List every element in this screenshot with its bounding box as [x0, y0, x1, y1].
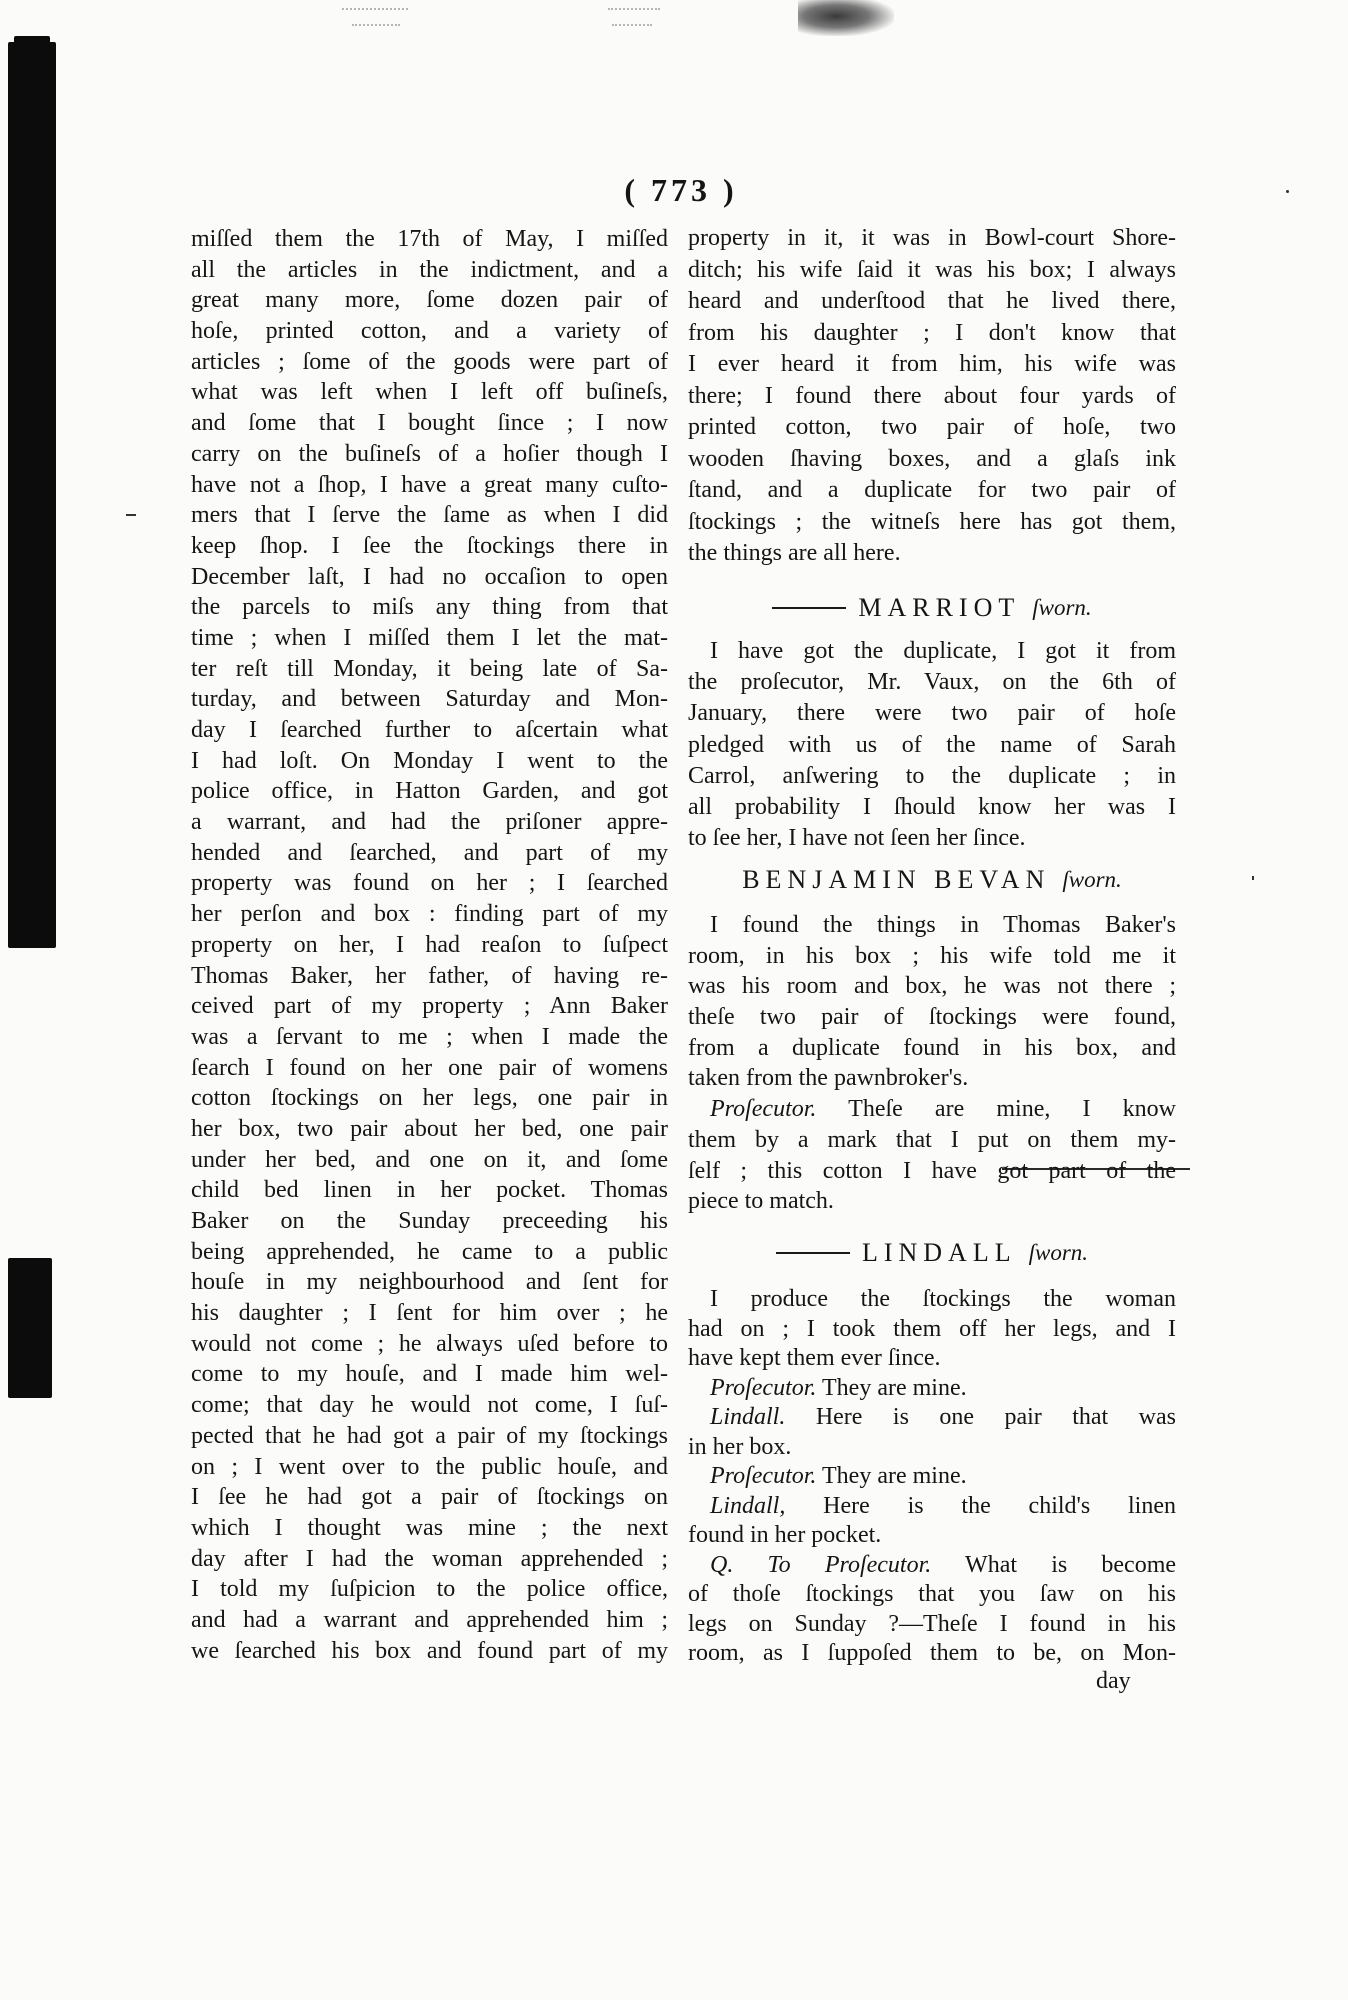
text-line: carry on the buſineſs of a hoſier though I	[191, 440, 668, 467]
text-line: I have got the duplicate, I got it from	[710, 638, 1176, 664]
text-line: heard and underſtood that he lived there,	[688, 288, 1176, 314]
text-line: day I ſearched further to aſcertain what	[191, 717, 668, 743]
witness-name: BENJAMIN BEVAN	[742, 865, 1051, 894]
text-line: on ; I went over to the public houſe, and	[191, 1453, 668, 1480]
text-line: keep ſhop. I ſee the ſtockings there in	[191, 532, 668, 559]
text-line: all probability I ſhould know her was I	[688, 793, 1176, 820]
text-line: hended and ſearched, and part of my	[191, 839, 668, 866]
speck	[1286, 190, 1289, 193]
text-line: and ſome that I bought ſince ; I now	[191, 410, 668, 437]
testimony-lindall	[688, 1285, 1176, 1669]
text-line	[688, 1492, 1176, 1522]
text-line: great many more, ſome dozen pair of	[191, 287, 668, 314]
speck	[1252, 876, 1254, 880]
text-line: mers that I ſerve the ſame as when I did	[191, 502, 668, 529]
question-marker: Q.	[710, 1551, 734, 1578]
text-line: what was left when I left off buſineſs,	[191, 379, 668, 406]
text-line: Carrol, anſwering to the duplicate ; in	[688, 762, 1176, 789]
sworn-label: ſworn.	[1028, 1240, 1089, 1265]
text-line: being apprehended, he came to a public	[191, 1238, 668, 1265]
speaker-label: Lindall.	[710, 1404, 786, 1430]
text-line	[688, 1374, 1176, 1404]
text-line: Thomas Baker, her father, of having re-	[191, 962, 668, 989]
text-line: pected that he had got a pair of my ſtockings	[191, 1422, 668, 1449]
text-line: piece to match.	[688, 1188, 834, 1215]
testimony-bevan	[688, 910, 1176, 1217]
text-line: child bed linen in her pocket. Thomas	[191, 1177, 668, 1204]
text-line	[688, 1403, 1176, 1433]
text-line: her box, two pair about her bed, one pair	[191, 1115, 668, 1142]
text-line: property in it, it was in Bowl-court Shore-	[688, 225, 1176, 251]
dash-rule	[776, 1252, 850, 1254]
text-line: Baker on the Sunday preceeding his	[191, 1208, 668, 1234]
faint-bleed-through	[608, 8, 660, 10]
catchword: day	[1096, 1668, 1131, 1694]
scan-edge-shadow	[8, 42, 56, 948]
text-line: hoſe, printed cotton, and a variety of	[191, 318, 668, 345]
text-line: which I thought was mine ; the next	[191, 1514, 668, 1541]
text-line: we ſearched his box and found part of my	[191, 1637, 668, 1664]
text-line: ſearch I found on her one pair of womens	[191, 1054, 668, 1081]
text-line: have kept them ever ſince.	[688, 1345, 941, 1371]
line-text: Here is the child's linen	[823, 1492, 1176, 1519]
testimony-marriot	[688, 636, 1176, 854]
text-line: her perſon and box : finding part of my	[191, 901, 668, 928]
text-line: I found the things in Thomas Baker's	[710, 912, 1176, 938]
text-line: December laſt, I had no occaſion to open	[191, 563, 668, 590]
text-line: and had a warrant and apprehended him ;	[191, 1606, 668, 1633]
text-line: January, there were two pair of hoſe	[688, 700, 1176, 727]
text-line: from a duplicate found in his box, and	[688, 1034, 1176, 1061]
text-line: legs on Sunday ?—Theſe I found in his	[688, 1610, 1176, 1637]
text-line: I had loſt. On Monday I went to the	[191, 747, 668, 774]
text-line	[688, 1551, 1176, 1581]
text-line: printed cotton, two pair of hoſe, two	[688, 414, 1176, 440]
text-line: pledged with us of the name of Sarah	[688, 731, 1176, 758]
faint-bleed-through	[612, 24, 652, 26]
text-line: theſe two pair of ſtockings were found,	[688, 1004, 1176, 1031]
text-line: of thoſe ſtockings that you ſaw on his	[688, 1581, 1176, 1607]
text-line: miſſed them the 17th of May, I miſſed	[191, 226, 668, 252]
text-line: ter reſt till Monday, it being late of Sa-	[191, 655, 668, 682]
text-line: the things are all here.	[688, 540, 901, 566]
text-line: cotton ſtockings on her legs, one pair in	[191, 1085, 668, 1112]
text-line: time ; when I miſſed them I let the mat-	[191, 624, 668, 651]
text-line: ſelf ; this cotton I have got part of the	[688, 1157, 1176, 1184]
text-line: I told my ſuſpicion to the police office,	[191, 1576, 668, 1603]
text-line: wooden ſhaving boxes, and a glaſs ink	[688, 445, 1176, 472]
text-line: them by a mark that I put on them my-	[688, 1126, 1176, 1153]
text-line: I ever heard it from him, his wife was	[688, 351, 1176, 377]
text-line: police office, in Hatton Garden, and got	[191, 778, 668, 805]
text-line: under her bed, and one on it, and ſome	[191, 1146, 668, 1173]
text-line: was a ſervant to me ; when I made the	[191, 1023, 668, 1050]
speaker-label: Proſecutor.	[710, 1374, 817, 1401]
ink-smudge	[798, 0, 894, 36]
witness-name: LINDALL	[861, 1238, 1017, 1267]
text-line: found in her pocket.	[688, 1522, 882, 1548]
line-text: They are mine.	[822, 1463, 967, 1489]
speck	[126, 514, 136, 516]
text-line: all the articles in the indictment, and a	[191, 256, 668, 283]
text-line: to ſee her, I have not ſeen her ſince.	[688, 825, 1026, 852]
speaker-label: Proſecutor.	[710, 1096, 817, 1123]
text-line: houſe in my neighbourhood and ſent for	[191, 1269, 668, 1296]
text-line: was his room and box, he was not there ;	[688, 973, 1176, 1000]
left-column	[191, 224, 668, 1666]
speaker-label: To Proſecutor.	[767, 1551, 932, 1578]
text-line: had on ; I took them off her legs, and I	[688, 1315, 1176, 1342]
text-line: a warrant, and had the priſoner appre-	[191, 809, 668, 836]
text-line: in her box.	[688, 1433, 792, 1460]
scan-edge-shadow	[8, 1258, 52, 1398]
text-line: the proſecutor, Mr. Vaux, on the 6th of	[688, 669, 1176, 696]
right-column-opening	[688, 223, 1176, 570]
line-text: What is become	[965, 1551, 1176, 1578]
sworn-label: ſworn.	[1062, 867, 1122, 892]
text-line: turday, and between Saturday and Mon-	[191, 686, 668, 713]
dash-rule	[772, 607, 846, 609]
text-line: I ſee he had got a pair of ſtockings on	[191, 1484, 668, 1511]
faint-bleed-through	[342, 8, 408, 10]
witness-heading-lindall	[688, 1236, 1176, 1270]
text-line: property was found on her ; I ſearched	[191, 870, 668, 897]
speaker-label: Proſecutor.	[710, 1463, 817, 1489]
text-line: room, as I ſuppoſed them to be, on Mon-	[688, 1640, 1176, 1666]
text-line: come; that day he would not come, I ſuſ-	[191, 1392, 668, 1419]
witness-name: MARRIOT	[858, 593, 1021, 622]
text-line: ſtockings ; the witneſs here has got them,	[688, 508, 1176, 535]
line-text: Here is one pair that was	[815, 1404, 1176, 1430]
text-line: would not come ; he always uſed before to	[191, 1330, 668, 1357]
line-text: Theſe are mine, I know	[848, 1096, 1176, 1123]
text-line: the parcels to miſs any thing from that	[191, 594, 668, 621]
faint-bleed-through	[352, 24, 400, 26]
text-line: ceived part of my property ; Ann Baker	[191, 993, 668, 1020]
sworn-label: ſworn.	[1032, 595, 1092, 620]
text-line: day after I had the woman apprehended ;	[191, 1545, 668, 1572]
witness-heading-marriot	[688, 591, 1176, 625]
text-line	[688, 1094, 1176, 1125]
text-line: his daughter ; I ſent for him over ; he	[191, 1300, 668, 1327]
speaker-label: Lindall,	[710, 1492, 786, 1519]
text-line: have not a ſhop, I have a great many cuſto-	[191, 471, 668, 498]
text-line: there; I found there about four yards of	[688, 382, 1176, 409]
text-line: property on her, I had reaſon to ſuſpect	[191, 931, 668, 958]
text-line: from his daughter ; I don't know that	[688, 319, 1176, 346]
text-line: articles ; ſome of the goods were part of	[191, 348, 668, 375]
text-line: ditch; his wife ſaid it was his box; I always	[688, 256, 1176, 283]
text-line: ſtand, and a duplicate for two pair of	[688, 477, 1176, 503]
text-line	[688, 1462, 1176, 1492]
page-number: ( 773 )	[624, 172, 738, 208]
text-line: room, in his box ; his wife told me it	[688, 942, 1176, 969]
text-line: come to my houſe, and I made him wel-	[191, 1361, 668, 1388]
text-line: taken from the pawnbroker's.	[688, 1065, 969, 1092]
text-line: I produce the ſtockings the woman	[710, 1286, 1176, 1312]
witness-heading-bevan	[688, 863, 1176, 897]
line-text: They are mine.	[822, 1374, 967, 1401]
